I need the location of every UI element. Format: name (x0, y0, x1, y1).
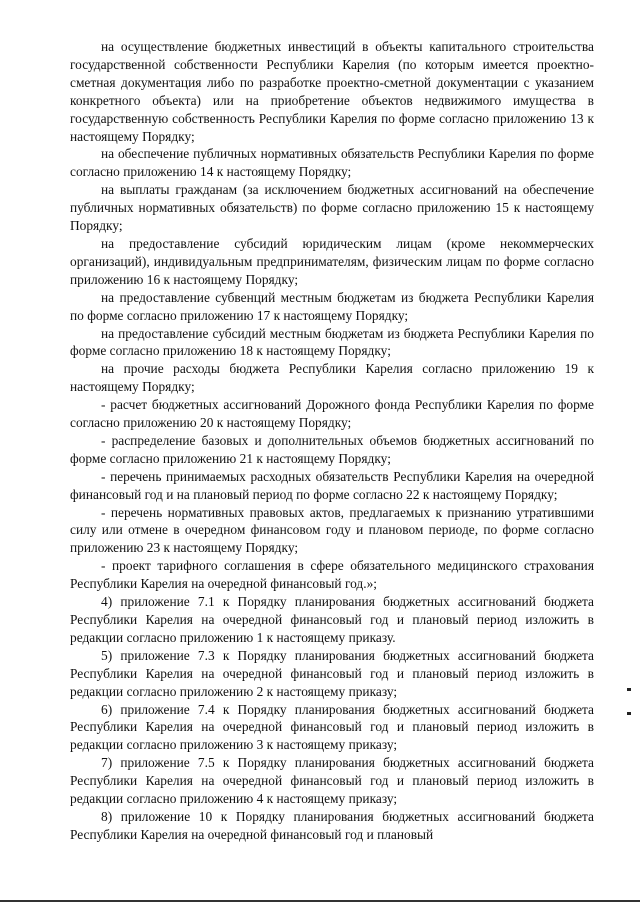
paragraph-citizen-payments: на выплаты гражданам (за исключением бюджетных ассигнований на обеспечение публичных нормативных обязательств) по форме согласно приложению 15 к настоящему Порядку; (70, 182, 594, 234)
paragraph-item-8: 8) приложение 10 к Порядку планирования бюджетных ассигнований бюджета Республики Карелия на очередной финансовый год и плановый (70, 808, 594, 842)
paragraph-capital-investments: на осуществление бюджетных инвестиций в объекты капитального строительства государственной собственности Республики Карелия (по которым имеется проектно-сметная документация либо по разработке проектно-сметной документации с указанием конкретного объекта) или на приобретение объектов недвижимого имущества в государственную собственность Республики Карелия по форме согласно приложению 13 к настоящему Порядку; (70, 39, 594, 144)
paragraph-subventions-local: на предоставление субвенций местным бюджетам из бюджета Республики Карелия по форме согласно приложению 17 к настоящему Порядку; (70, 289, 594, 323)
paragraph-road-fund: - расчет бюджетных ассигнований Дорожного фонда Республики Карелия по форме согласно приложению 20 к настоящему Порядку; (70, 397, 594, 431)
paragraph-public-obligations: на обеспечение публичных нормативных обязательств Республики Карелия по форме согласно приложению 14 к настоящему Порядку; (70, 146, 594, 180)
document-body (70, 38, 594, 844)
paragraph-item-4: 4) приложение 7.1 к Порядку планирования бюджетных ассигнований бюджета Республики Карелия на очередной финансовый год и плановый период изложить в редакции согласно приложению 1 к настоящему приказу. (70, 594, 594, 645)
paragraph-base-volumes: - распределение базовых и дополнительных объемов бюджетных ассигнований по форме согласно приложению 21 к настоящему Порядку; (70, 432, 594, 466)
scan-mark (627, 712, 631, 715)
paragraph-subsidies-legal-entities: на предоставление субсидий юридическим лицам (кроме некоммерческих организаций), индивидуальным предпринимателям, физическим лицам по форме согласно приложению 16 к настоящему Порядку; (70, 235, 594, 287)
scan-bottom-edge (0, 900, 640, 902)
paragraph-item-6: 6) приложение 7.4 к Порядку планирования бюджетных ассигнований бюджета Республики Карелия на очередной финансовый год и плановый период изложить в редакции согласно приложению 3 к настоящему приказу; (70, 701, 594, 753)
paragraph-item-5: 5) приложение 7.3 к Порядку планирования бюджетных ассигнований бюджета Республики Карелия на очередной финансовый год и плановый период изложить в редакции согласно приложению 2 к настоящему приказу; (70, 647, 594, 699)
paragraph-obligations-list: - перечень принимаемых расходных обязательств Республики Карелия на очередной финансовый год и на плановый период по форме согласно 22 к настоящему Порядку; (70, 468, 594, 502)
paragraph-item-7: 7) приложение 7.5 к Порядку планирования бюджетных ассигнований бюджета Республики Карелия на очередной финансовый год и плановый период изложить в редакции согласно приложению 4 к настоящему приказу; (70, 755, 594, 807)
paragraph-tariff-agreement: - проект тарифного соглашения в сфере обязательного медицинского страхования Республики Карелия на очередной финансовый год.»; (70, 558, 594, 592)
paragraph-subsidies-local: на предоставление субсидий местным бюджетам из бюджета Республики Карелия по форме согласно приложению 18 к настоящему Порядку; (70, 325, 594, 359)
paragraph-legal-acts-list: - перечень нормативных правовых актов, предлагаемых к признанию утратившими силу или отмене в очередном финансовом году и плановом периоде, по форме согласно приложению 23 к настоящему Порядку; (70, 504, 594, 556)
scan-mark (627, 688, 631, 691)
paragraph-other-expenses: на прочие расходы бюджета Республики Карелия согласно приложению 19 к настоящему Порядку; (70, 361, 594, 395)
